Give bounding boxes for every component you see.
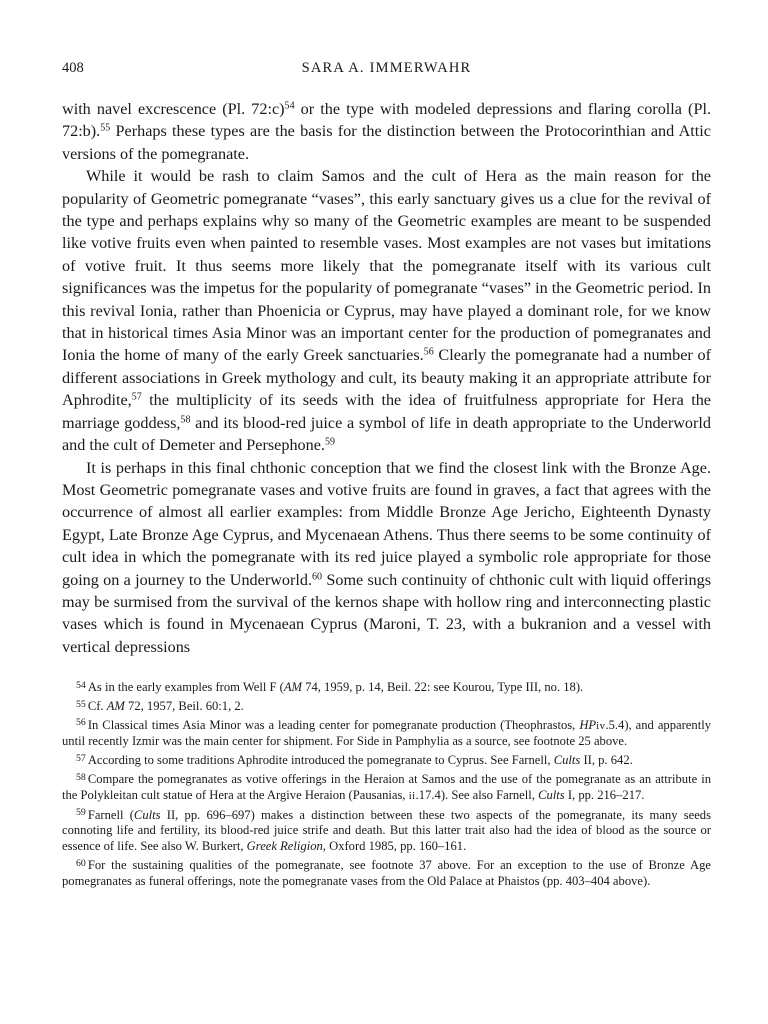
footnote-ref-60[interactable]: 60 xyxy=(312,571,323,583)
text-run: While it would be rash to claim Samos and the cult of Hera as the main reason for the popularity of Geometric pomegranate “vases”, this early sanctuary gives us a clue for the revival of the type and perhaps explains why so many of the Geometric examples are meant to be suspended like votive fruits even when painted to resemble vases. Most examples are not vases but imitations of votive fruit. It thus seems more likely that the pomegranate itself with its various cult significances was the impetus for the popularity of pomegranate “vases” in the Geometric period. In this revival Ionia, rather than Phoenicia or Cyprus, may have played a dominant role, for we know that in historical times Asia Minor was an important center for the production of pomegranates and Ionia the home of many of the early Greek sanctuaries. xyxy=(62,167,711,365)
work-title: Greek Religion xyxy=(246,839,323,854)
paragraph-3 xyxy=(62,457,711,659)
footnote-56 xyxy=(62,718,711,751)
footnote-54 xyxy=(62,680,711,696)
footnote-text: .5.4), and apparently until recently Izmir was the main center for shipment. For Side in Pamphylia as a source, see footnote 25 above. xyxy=(62,717,711,749)
page-header xyxy=(62,60,711,82)
footnote-text: I, pp. 216–217. xyxy=(564,787,645,802)
footnote-ref-58[interactable]: 58 xyxy=(180,414,191,426)
footnote-number: 54 xyxy=(76,679,86,691)
footnote-text: Farnell ( xyxy=(87,807,134,822)
footnote-text: 72, 1957, Beil. 60:1, 2. xyxy=(124,698,244,713)
footnote-text: .17.4). See also Farnell, xyxy=(415,787,539,802)
footnote-number: 56 xyxy=(76,717,86,729)
work-title: Cults xyxy=(553,753,581,768)
work-title: Cults xyxy=(133,807,161,822)
text-run: Perhaps these types are the basis for the distinction between the Protocorinthian and Attic versions of the pomegranate. xyxy=(62,122,711,163)
book-numeral: ii xyxy=(408,789,416,802)
footnote-58 xyxy=(62,772,711,805)
text-run: It is perhaps in this final chthonic conception that we find the closest link with the Bronze Age. Most Geometric pomegranate vases and votive fruits are found in graves, a fact that agrees with the occurrence of almost all earlier examples: from Middle Bronze Age Jericho, Eighteenth Dynasty Egypt, Late Bronze Age Cyprus, and Mycenaean Athens. Thus there seems to be some continuity of cult idea in which the pomegranate with its red juice played a symbolic role appropriate for those going on a journey to the Underworld. xyxy=(62,458,711,589)
footnote-number: 57 xyxy=(76,753,86,765)
journal-title: AM xyxy=(106,698,125,713)
page xyxy=(62,60,711,658)
footnote-number: 59 xyxy=(76,807,86,819)
work-title: HP xyxy=(579,717,597,732)
footnote-text: , Oxford 1985, pp. 160–161. xyxy=(322,839,467,854)
text-run: or the type with modeled depressions and flaring corolla (Pl. 72:b). xyxy=(62,100,711,141)
footnote-text: As in the early examples from Well F ( xyxy=(87,680,284,694)
text-run: Clearly the pomegranate had a number of different associations in Greek mythology and cult, its beauty making it an appropriate attribute for Aphrodite, xyxy=(62,346,711,410)
footnote-text: Cf. xyxy=(87,698,107,713)
paragraph-2 xyxy=(62,165,711,456)
footnote-ref-55[interactable]: 55 xyxy=(100,122,111,134)
footnote-number: 60 xyxy=(76,857,86,869)
footnote-text: In Classical times Asia Minor was a leading center for pomegranate production (Theophrastos, xyxy=(87,717,580,732)
footnote-text: According to some traditions Aphrodite introduced the pomegranate to Cyprus. See Farnell, xyxy=(87,753,554,768)
footnote-text: 74, 1959, p. 14, Beil. 22: see Kourou, Type III, no. 18). xyxy=(302,680,584,694)
footnote-text: II, p. 642. xyxy=(580,753,633,768)
footnote-ref-57[interactable]: 57 xyxy=(131,391,142,403)
footnote-55 xyxy=(62,699,711,715)
footnote-text: Compare the pomegranates as votive offerings in the Heraion at Samos and the use of the pomegranate as an attribute in the Polykleitan cult statue of Hera at the Argive Heraion (Pausanias, xyxy=(62,771,711,802)
footnote-57 xyxy=(62,753,711,769)
journal-title: AM xyxy=(283,680,303,694)
footnote-ref-54[interactable]: 54 xyxy=(284,100,295,112)
footnote-text: II, pp. 696–697) makes a distinction between these two aspects of the pomegranate, its many seeds connoting life and fertility, its blood-red juice strife and death. But this latter trait also had the idea of blood as the source or essence of life. See also W. Burkert, xyxy=(62,807,712,854)
footnote-ref-59[interactable]: 59 xyxy=(324,436,335,448)
footnote-number: 58 xyxy=(76,771,86,783)
paragraph-1 xyxy=(62,98,711,165)
text-run: and its blood-red juice a symbol of life in death appropriate to the Underworld and the cult of Demeter and Persephone. xyxy=(62,413,711,455)
footnote-59 xyxy=(62,808,711,855)
work-title: Cults xyxy=(538,787,565,802)
text-run: with navel excrescence (Pl. 72:c) xyxy=(62,100,285,118)
page-number: 408 xyxy=(62,60,84,76)
main-text xyxy=(62,98,711,658)
running-head: SARA A. IMMERWAHR xyxy=(301,60,472,76)
footnote-number: 55 xyxy=(76,698,86,710)
text-run: Some such continuity of chthonic cult with liquid offerings may be surmised from the survival of the kernos shape with hollow ring and interconnecting plastic vases which is found in Mycenaean Cyprus (Maroni, T. 23, with a bukranion and a vessel with vertical depressions xyxy=(62,570,711,656)
text-run: the multiplicity of its seeds with the idea of fruitfulness appropriate for Hera the marriage goddess, xyxy=(62,391,711,432)
footnote-ref-56[interactable]: 56 xyxy=(423,346,434,358)
footnotes xyxy=(62,680,711,890)
footnote-60 xyxy=(62,858,711,890)
book-numeral: iv xyxy=(596,719,606,732)
footnote-text: For the sustaining qualities of the pomegranate, see footnote 37 above. For an exception to the use of Bronze Age pomegranates as funeral offerings, note the pomegranate vases from the Old Palace at Phaistos (pp. 403–404 above). xyxy=(62,857,711,888)
